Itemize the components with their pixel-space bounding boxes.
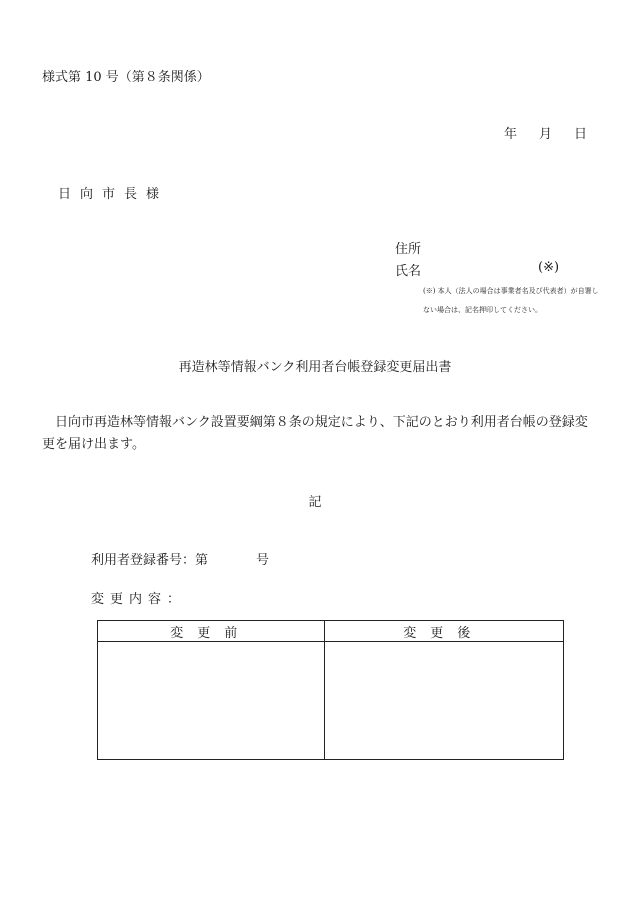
document-title: 再造林等情報バンク利用者台帳登録変更届出書 [178,360,452,375]
body-paragraph: 日向市再造林等情報バンク設置要綱第８条の規定により、下記のとおり利用者台帳の登録変更を届け出ます。 [42,415,588,452]
date-row [504,123,587,142]
before-change-cell[interactable] [98,642,325,760]
signature-note-line-1: (※) 本人（法人の場合は事業者名及び代表者）が自署し [423,287,599,295]
registration-suffix: 号 [256,553,270,568]
registration-number-line [91,549,269,568]
form-number: 様式第 10 号（第８条関係） [42,70,210,85]
address-label: 住所 [395,242,422,257]
date-month-label: 月 [539,127,553,142]
date-year-label: 年 [504,127,518,142]
signature-note [393,282,599,320]
date-day-label: 日 [574,127,588,142]
seal-mark: (※) [538,260,560,275]
signature-note-line-2: ない場合は、記名押印してください。 [423,306,542,314]
after-change-cell[interactable] [324,642,563,760]
name-label: 氏名 [395,264,422,279]
applicant-block [395,238,560,282]
header-after-change: 変更後 [324,621,563,642]
change-table [97,620,564,760]
recipient-addressee: 日向市長様 [58,187,169,202]
header-before-change: 変更前 [98,621,325,642]
ki-heading: 記 [308,495,322,510]
table-row [98,642,564,760]
change-content-label: 変更内容： [91,592,187,607]
registration-label: 利用者登録番号：第 [91,553,209,568]
